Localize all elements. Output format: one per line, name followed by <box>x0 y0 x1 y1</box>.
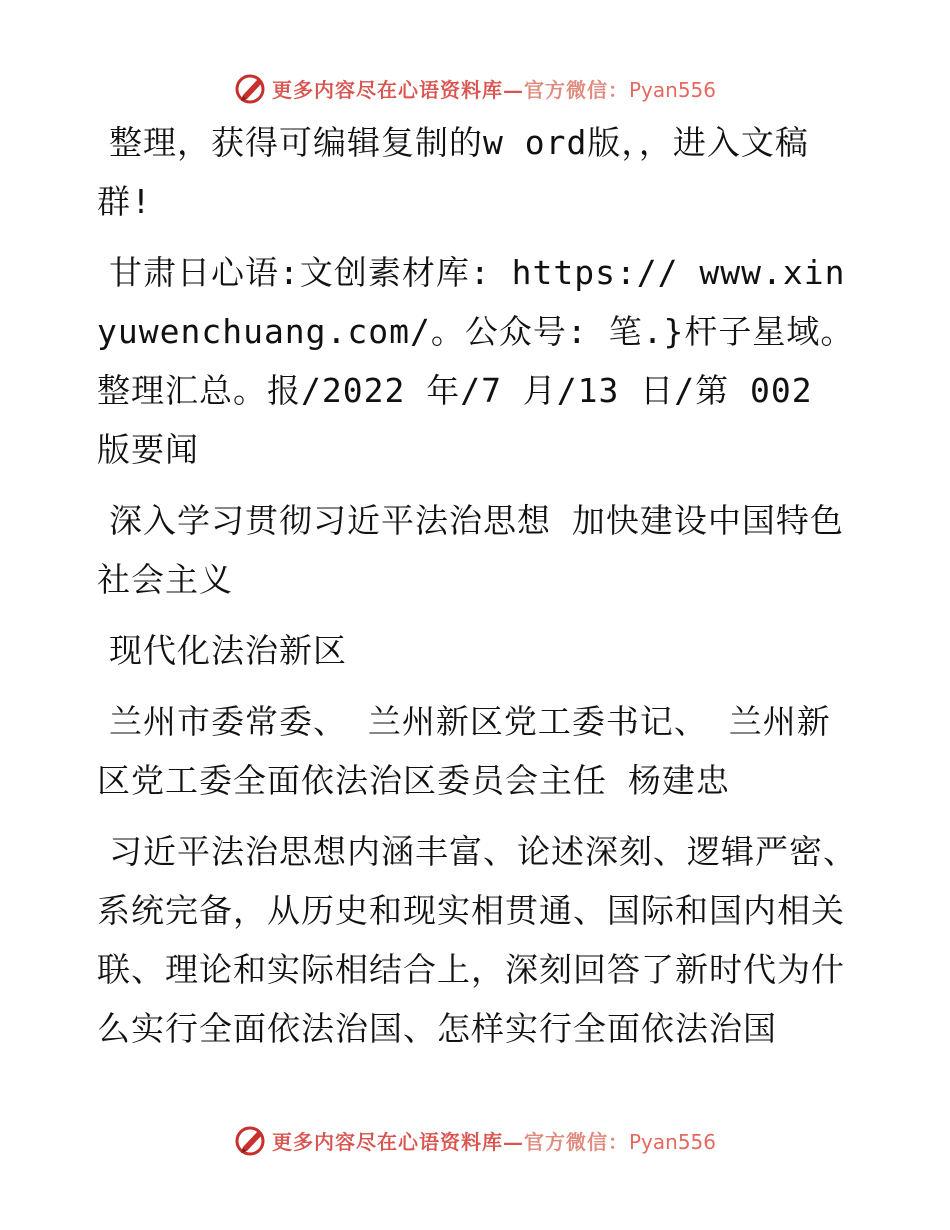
article-body-paragraph: 习近平法治思想内涵丰富、论述深刻、逻辑严密、系统完备，从历史和现实相贯通、国际和国内相关联、理论和实际相结合上，深刻回答了新时代为什么实行全面依法治国、怎样实行全面依法治国 <box>97 832 857 1048</box>
pen-logo-icon <box>234 71 268 105</box>
watermark-main: 更多内容尽在心语资料库 <box>271 1129 503 1154</box>
article-author: 兰州市委常委、 兰州新区党工委书记、 兰州新区党工委全面依法治区委员会主任 杨建忠 <box>97 702 831 800</box>
watermark-account: Pyan556 <box>628 1129 716 1154</box>
watermark-text <box>272 1126 716 1155</box>
watermark-separator: — <box>502 77 524 102</box>
paragraph-source: 甘肃日心语:文创素材库: https:// www.xinyuwenchuang.com/。公众号: 笔.}杆子星域。整理汇总。报/2022 年/7 月/13 日/第 002 版要闻 <box>97 253 855 469</box>
watermark-main: 更多内容尽在心语资料库 <box>271 77 503 102</box>
footer-watermark <box>0 1120 950 1160</box>
watermark-separator: — <box>502 1129 524 1154</box>
document-body <box>97 113 857 1070</box>
watermark-sub: 官方微信： <box>523 77 629 102</box>
watermark-sub: 官方微信： <box>523 1129 629 1154</box>
paragraph-intro: 整理，获得可编辑复制的w ord版，，进入文稿群! <box>97 123 809 221</box>
watermark-account: Pyan556 <box>628 77 716 102</box>
article-title-cont: 现代化法治新区 <box>109 631 347 670</box>
article-title: 深入学习贯彻习近平法治思想 加快建设中国特色社会主义 <box>97 501 844 599</box>
watermark-text <box>272 74 716 103</box>
header-watermark <box>0 68 950 108</box>
pen-logo-icon <box>234 1123 268 1157</box>
